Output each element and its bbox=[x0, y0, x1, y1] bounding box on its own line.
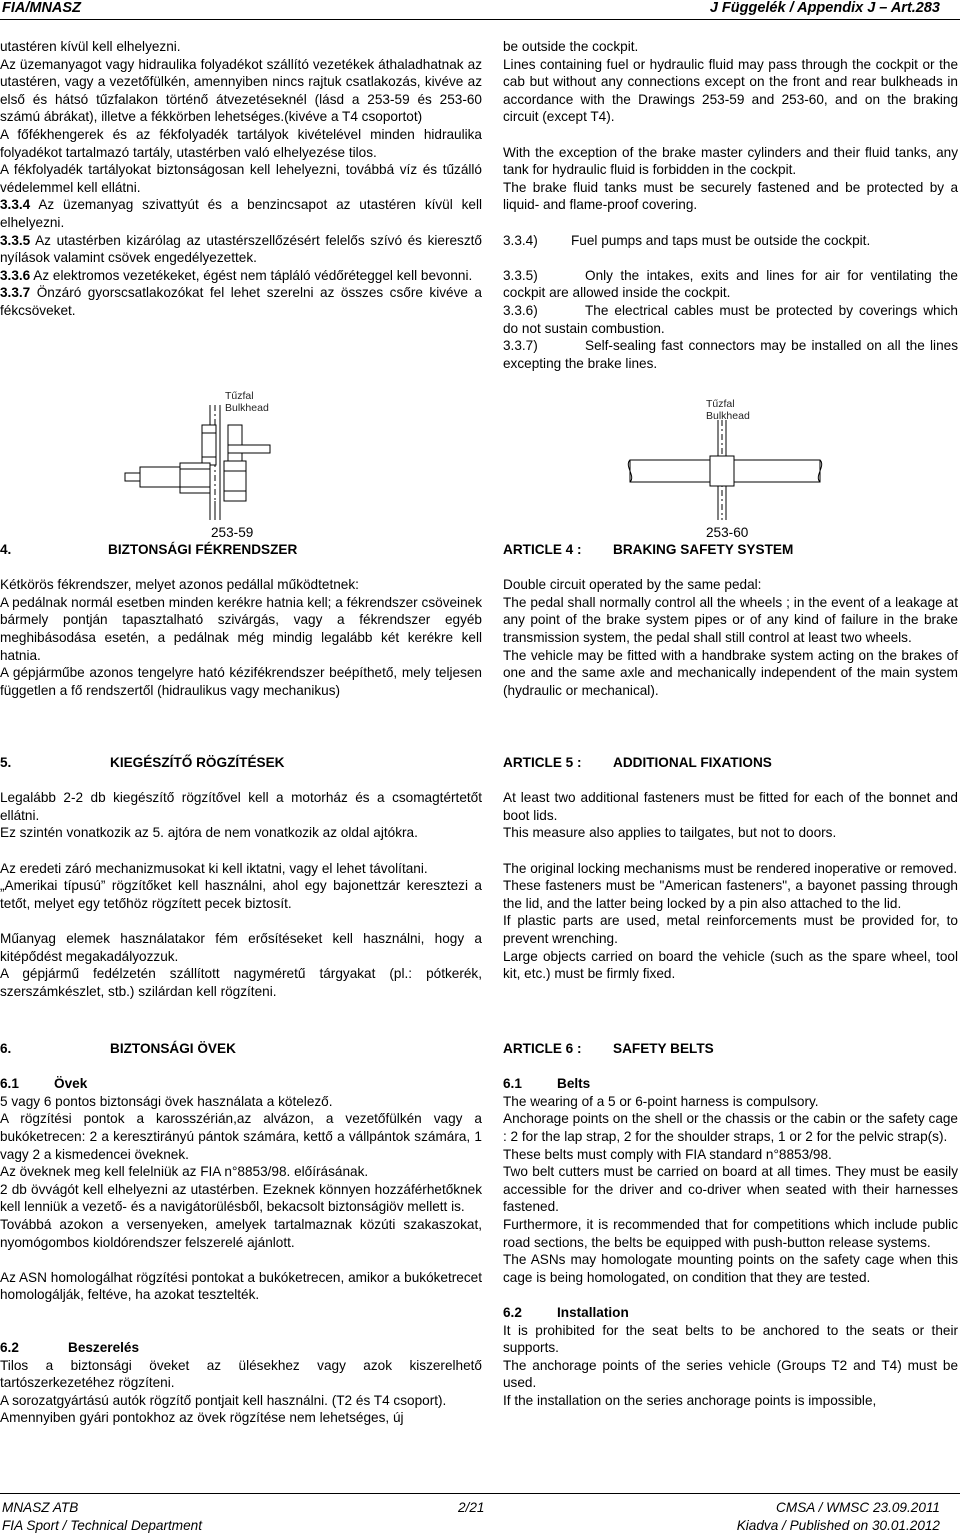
paragraph: Az öveknek meg kell felelniük az FIA n°8853/98. előírásának. bbox=[0, 1164, 369, 1180]
subsection-heading bbox=[0, 1339, 482, 1357]
paragraph bbox=[503, 302, 958, 337]
paragraph: A pedálnak normál esetben minden kerékre hatnia kell; a fékrendszer csöveinek bármely pontján tapasztalható szivárgás, vagy a fékrendszer egyéb meghibásodása esetén, a pedálnak még mindig legalább két kerékre kell hatnia. bbox=[0, 594, 482, 663]
paragraph: Műanyag elemek használatakor fém erősítéseket kell használni, hogy a kitépődést megakadályozzuk. bbox=[0, 930, 482, 964]
figure-caption-left: 253-59 bbox=[211, 525, 254, 540]
clause-number: 3.3.6 bbox=[0, 267, 31, 283]
subsection-number: 6.1 bbox=[503, 1076, 522, 1092]
label-hu: Tűzfal bbox=[225, 390, 254, 402]
paragraph: Kétkörös fékrendszer, melyet azonos pedállal működtetnek: bbox=[0, 577, 359, 593]
clause-number: 3.3.6) bbox=[503, 302, 538, 318]
paragraph bbox=[0, 267, 482, 285]
paragraph: Large objects carried on board the vehicle (such as the spare wheel, tool kit, etc.) must be firmly fixed. bbox=[503, 948, 958, 982]
clause-number: 3.3.7 bbox=[0, 285, 31, 301]
paragraph: The vehicle may be fitted with a handbrake system acting on the brakes of one and the same axle and mechanically independent of the main system (hydraulic or mechanical). bbox=[503, 647, 958, 698]
subsection-title: Installation bbox=[557, 1304, 629, 1320]
section-number: ARTICLE 6 : bbox=[503, 1041, 582, 1056]
subsection-title: Övek bbox=[54, 1076, 88, 1092]
section-4-left bbox=[0, 541, 482, 699]
subsection-title: Beszerelés bbox=[68, 1340, 140, 1356]
paragraph: Anchorage points on the shell or the chassis or the cabin or the safety cage : 2 for the lap strap, 2 for the shoulder straps, 1 or 2 for the pelvic strap(s). bbox=[503, 1111, 958, 1144]
clause-text: Only the intakes, exits and lines for air for ventilating the cockpit are allowed inside the cockpit. bbox=[503, 267, 958, 301]
bulkhead-pipe-drawing-right bbox=[620, 420, 830, 520]
paragraph: A rögzítési pontok a karosszérián,az alvázon, a vezetőfülkén vagy a bukóketrecen: 2 a keresztirányú pántok számára, kettő a vállpántok számára, 1 vagy 2 a kismedencei öveknek. bbox=[0, 1111, 482, 1162]
section-title: BIZTONSÁGI FÉKRENDSZER bbox=[108, 542, 298, 557]
section-heading bbox=[503, 754, 958, 772]
top-right-column bbox=[503, 38, 958, 372]
section-number: 4. bbox=[0, 542, 12, 557]
paragraph: be outside the cockpit. bbox=[503, 39, 639, 54]
subsection-number: 6.1 bbox=[0, 1076, 19, 1092]
section-heading bbox=[0, 541, 482, 559]
paragraph: A gépjármű fedélzetén szállított nagyméretű tárgyakat (pl.: pótkerék, szerszámkészlet, stb.) szilárdan kell rögzíteni. bbox=[0, 966, 482, 999]
label-hu: Tűzfal bbox=[706, 398, 735, 410]
section-6-left bbox=[0, 1040, 482, 1427]
clause-number: 3.3.4 bbox=[0, 197, 31, 213]
paragraph: Az ASN homologálhat rögzítési pontokat a bukóketrecen, amikor a bukóketrecet homologálják, feltéve, ha azokat tesztelték. bbox=[0, 1269, 482, 1303]
clause-text: Az elektromos vezetékeket, égést nem tápláló védőréteggel kell bevonni. bbox=[30, 267, 473, 283]
paragraph: Amennyiben gyári pontokhoz az övek rögzítése nem lehetséges, új bbox=[0, 1410, 404, 1426]
label-en: Bulkhead bbox=[706, 410, 750, 422]
subsection-title: Belts bbox=[557, 1076, 591, 1092]
section-heading bbox=[0, 754, 482, 772]
paragraph: Double circuit operated by the same pedal: bbox=[503, 577, 762, 593]
clause-number: 3.3.4) bbox=[503, 232, 538, 248]
footer-left-2: FIA Sport / Technical Department bbox=[2, 1518, 202, 1533]
clause-number: 3.3.5 bbox=[0, 232, 31, 248]
paragraph: Two belt cutters must be carried on board at all times. They must be easily accessible for the driver and co-driver when seated with their harnesses fastened. bbox=[503, 1164, 958, 1215]
paragraph: The original locking mechanisms must be rendered inoperative or removed. bbox=[503, 860, 958, 876]
paragraph: The brake fluid tanks must be securely fastened and be protected by a liquid- and flame-proof covering. bbox=[503, 179, 958, 213]
paragraph: The anchorage points of the series vehicle (Groups T2 and T4) must be used. bbox=[503, 1357, 958, 1391]
section-number: 5. bbox=[0, 755, 12, 770]
clause-number: 3.3.7) bbox=[503, 338, 538, 354]
paragraph: Lines containing fuel or hydraulic fluid may pass through the cockpit or the cab but without any connections except on the front and rear bulkheads in accordance with the Drawings 253-59 and 253-60, and on the braking circuit (except T4). bbox=[503, 56, 958, 125]
subsection-heading bbox=[0, 1075, 482, 1093]
subsection-number: 6.2 bbox=[503, 1304, 522, 1320]
subsection-number: 6.2 bbox=[0, 1340, 19, 1356]
paragraph bbox=[0, 284, 482, 319]
paragraph: Legalább 2-2 db kiegészítő rögzítővel kell a motorház és a csomagtértetőt ellátni. bbox=[0, 790, 482, 823]
section-title: KIEGÉSZÍTŐ RÖGZÍTÉSEK bbox=[110, 755, 285, 770]
clause-text: Fuel pumps and taps must be outside the cockpit. bbox=[571, 232, 871, 248]
paragraph: „Amerikai típusú” rögzítőket kell használni, ahol egy bajonettzár keresztezi a tetőt, melyet egy tetőhöz rögzített pecek biztosít. bbox=[0, 878, 482, 911]
paragraph: Továbbá azokon a versenyeken, amelyek tartalmaznak közúti szakaszokat, nyomógombos kioldórendszer felszerelé ajánlott. bbox=[0, 1216, 482, 1250]
paragraph: A fékfolyadék tartályokat biztonságosan kell lehelyezni, továbbá víz és tűzálló védelemmel kell ellátni. bbox=[0, 162, 482, 195]
clause-text: Önzáró gyorscsatlakozókat fel lehet szerelni az összes csőre kivéve a fékcsöveket. bbox=[0, 285, 482, 318]
subsection-heading bbox=[503, 1075, 958, 1093]
paragraph: A sorozatgyártású autók rögzítő pontjait kell használni. (T2 és T4 csoport). bbox=[0, 1392, 447, 1408]
clause-text: Az üzemanyag szivattyút és a benzincsapot az utastéren kívül kell elhelyezni. bbox=[0, 197, 482, 230]
section-5-right bbox=[503, 754, 958, 983]
paragraph: A főfékhengerek és az fékfolyadék tartályok kivételével minden hidraulika folyadékot tartalmazó tartály, utastérben való elhelyezése tilos. bbox=[0, 126, 482, 160]
section-number: 6. bbox=[0, 1041, 12, 1056]
paragraph: At least two additional fasteners must be fitted for each of the bonnet and boot lids. bbox=[503, 790, 958, 823]
section-number: ARTICLE 4 : bbox=[503, 542, 582, 557]
clause-text: Self-sealing fast connectors may be installed on all the lines excepting the brake lines. bbox=[503, 338, 958, 371]
label-en: Bulkhead bbox=[225, 402, 269, 414]
section-number: ARTICLE 5 : bbox=[503, 755, 582, 770]
section-5-left bbox=[0, 754, 482, 1000]
paragraph: utastéren kívül kell elhelyezni. bbox=[0, 39, 181, 54]
paragraph: A gépjárműbe azonos tengelyre ható kézifékrendszer beépíthető, mely teljesen független a fő rendszertől (hidraulikus vagy mechanikus) bbox=[0, 665, 482, 698]
section-heading bbox=[503, 541, 958, 559]
header-left: FIA/MNASZ bbox=[2, 0, 81, 16]
clause-number: 3.3.5) bbox=[503, 267, 538, 283]
section-heading bbox=[0, 1040, 482, 1058]
section-heading bbox=[503, 1040, 958, 1058]
figure-caption-right: 253-60 bbox=[706, 525, 749, 540]
subsection-heading bbox=[503, 1304, 958, 1322]
clause-text: Az utastérben kizárólag az utastérszellőzésért felelős szívó és kieresztő nyílások valamint csövek engedélyezettek. bbox=[0, 232, 482, 266]
top-left-column bbox=[0, 38, 482, 320]
footer-right-2: Kiadva / Published on 30.01.2012 bbox=[736, 1518, 940, 1533]
section-6-right bbox=[503, 1040, 958, 1409]
section-title: BIZTONSÁGI ÖVEK bbox=[110, 1041, 236, 1056]
footer-left-1: MNASZ ATB bbox=[2, 1500, 79, 1515]
section-title: ADDITIONAL FIXATIONS bbox=[613, 755, 772, 770]
paragraph bbox=[503, 267, 958, 302]
footer-page-number: 2/21 bbox=[458, 1500, 485, 1515]
section-title: SAFETY BELTS bbox=[613, 1041, 714, 1056]
paragraph: This measure also applies to tailgates, but not to doors. bbox=[503, 825, 837, 841]
paragraph bbox=[0, 232, 482, 267]
paragraph: These belts must comply with FIA standard n°8853/98. bbox=[503, 1146, 832, 1162]
bulkhead-connector-drawing-left bbox=[120, 405, 320, 520]
paragraph: With the exception of the brake master cylinders and their fluid tanks, any tank for hydraulic fluid is forbidden in the cockpit. bbox=[503, 144, 958, 178]
paragraph: 2 db övvágót kell elhelyezni az utastérben. Ezeknek könnyen hozzáférhetőknek kell lenniük a vezető- és a navigátorülésből, bekacsolt biztonságiöv mellett is. bbox=[0, 1181, 482, 1215]
paragraph: If the installation on the series anchorage points is impossible, bbox=[503, 1392, 877, 1408]
footer-right-1: CMSA / WMSC 23.09.2011 bbox=[776, 1500, 940, 1515]
section-title: BRAKING SAFETY SYSTEM bbox=[613, 542, 794, 557]
paragraph: Furthermore, it is recommended that for competitions which include public road sections, the belts be equipped with push-button release systems. bbox=[503, 1216, 958, 1250]
paragraph bbox=[503, 232, 958, 250]
paragraph bbox=[0, 196, 482, 231]
paragraph: 5 vagy 6 pontos biztonsági övek használata a kötelező. bbox=[0, 1093, 333, 1109]
paragraph bbox=[503, 337, 958, 372]
paragraph: These fasteners must be "American fasteners", a bayonet passing through the lid, and the latter being locked by a pin also attached to the lid. bbox=[503, 878, 958, 911]
header-rule bbox=[0, 19, 960, 20]
figure-label-right bbox=[706, 398, 750, 422]
paragraph: Az eredeti záró mechanizmusokat ki kell iktatni, vagy el lehet távolítani. bbox=[0, 860, 428, 876]
header-right: J Függelék / Appendix J – Art.283 bbox=[709, 0, 940, 16]
paragraph: If plastic parts are used, metal reinforcements must be provided for, to prevent wrenching. bbox=[503, 913, 958, 946]
section-4-right bbox=[503, 541, 958, 699]
paragraph: Az üzemanyagot vagy hidraulika folyadékot szállító vezetékek áthaladhatnak az utastéren, vagy a vezetőfülkén, amennyiben nincs rajtuk csatlakozás, kivéve az első és hátsó tűzfalakon történő átvezetéseknél (lásd a 253-59 és 253-60 számú ábrákat), illetve a fékkörben lehetséges.(kivéve a T4 csoportot) bbox=[0, 56, 482, 125]
paragraph: The wearing of a 5 or 6-point harness is compulsory. bbox=[503, 1093, 819, 1109]
clause-text: The electrical cables must be protected by coverings which do not sustain combustion. bbox=[503, 302, 958, 336]
paragraph: Tilos a biztonsági öveket az ülésekhez vagy azok kiszerelhető tartószerkezetéhez rögzíteni. bbox=[0, 1357, 482, 1391]
paragraph: The ASNs may homologate mounting points on the safety cage when this cage is being homologated, on condition that they are tested. bbox=[503, 1252, 958, 1285]
paragraph: It is prohibited for the seat belts to be anchored to the seats or their supports. bbox=[503, 1322, 958, 1356]
paragraph: Ez szintén vonatkozik az 5. ajtóra de nem vonatkozik az oldal ajtókra. bbox=[0, 825, 418, 841]
paragraph: The pedal shall normally control all the wheels ; in the event of a leakage at any point of the brake system pipes or of any kind of failure in the brake transmission system, the pedal shall still control at least two wheels. bbox=[503, 594, 958, 645]
footer-rule bbox=[0, 1493, 960, 1494]
page-header bbox=[0, 0, 960, 18]
